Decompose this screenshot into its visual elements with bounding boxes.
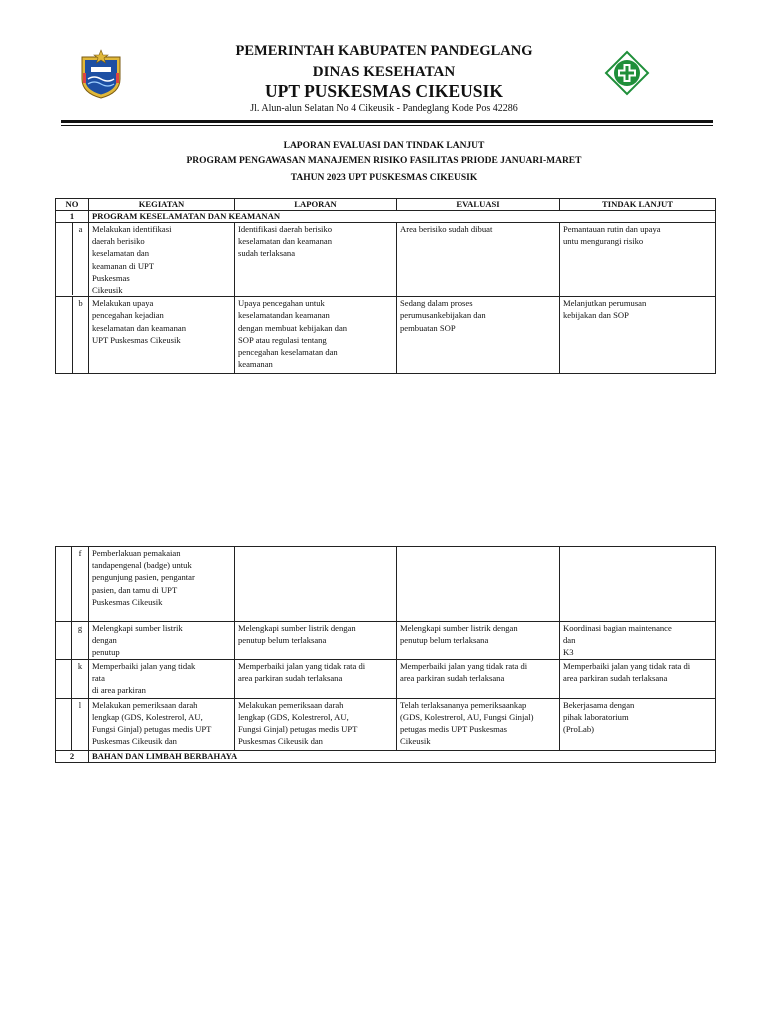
report-title: LAPORAN EVALUASI DAN TINDAK LANJUT — [283, 141, 485, 151]
kegiatan-cell-line: tandapengenal (badge) untuk — [92, 560, 192, 571]
tindak-lanjut-cell-line: Pemantauan rutin dan upaya — [563, 224, 661, 234]
laporan-cell-line: Fungsi Ginjal) petugas medis UPT — [238, 724, 358, 735]
laporan-cell-line: keselamatan dan keamanan — [238, 236, 333, 247]
kegiatan-cell-line: Melakukan identifikasi — [92, 224, 172, 234]
section-row — [56, 211, 716, 223]
evaluasi-cell — [397, 622, 560, 660]
header-address: Jl. Alun-alun Selatan No 4 Cikeusik - Pandeglang Kode Pos 42286 — [250, 103, 518, 114]
header-tindak-lanjut: TINDAK LANJUT — [560, 199, 716, 211]
header-evaluasi: EVALUASI — [397, 199, 560, 211]
kegiatan-cell-line: di area parkiran — [92, 685, 146, 696]
header-government: PEMERINTAH KABUPATEN PANDEGLANG — [235, 43, 533, 59]
evaluasi-cell-line: Area berisiko sudah dibuat — [400, 224, 493, 234]
laporan-cell-line: Identifikasi daerah berisiko — [238, 224, 333, 234]
evaluasi-cell-line: (GDS, Kolestrerol, AU, Fungsi Ginjal) — [400, 711, 534, 722]
tindak-lanjut-cell-line: area parkiran sudah terlaksana — [563, 672, 668, 683]
row-number-cell — [56, 622, 72, 660]
tindak-lanjut-cell — [560, 547, 716, 622]
row-number-cell — [56, 659, 72, 698]
header-no: NO — [56, 199, 89, 211]
row-letter: f — [72, 547, 89, 622]
row-number-cell — [56, 698, 72, 750]
evaluasi-cell — [397, 223, 560, 297]
kegiatan-cell — [89, 659, 235, 698]
kegiatan-cell-line: UPT Puskesmas Cikeusik — [92, 334, 181, 345]
laporan-cell-line: Melengkapi sumber listrik dengan — [238, 623, 356, 633]
tindak-lanjut-cell-line: (ProLab) — [563, 724, 595, 735]
laporan-cell — [235, 547, 397, 622]
kegiatan-cell-line: Pemberlakuan pemakaian — [92, 548, 181, 558]
evaluasi-cell-line: Sedang dalam proses — [400, 298, 473, 309]
table-row — [56, 622, 716, 660]
evaluasi-cell-line: Memperbaiki jalan yang tidak rata di — [400, 660, 528, 671]
tindak-lanjut-cell-line: K3 — [563, 647, 574, 658]
table-row — [56, 297, 716, 374]
laporan-cell — [235, 659, 397, 698]
kegiatan-cell — [89, 547, 235, 622]
kegiatan-cell — [89, 297, 235, 374]
section-row — [56, 750, 716, 762]
row-letter: g — [72, 622, 89, 660]
kegiatan-cell-line: pencegahan kejadian — [92, 310, 164, 321]
header-institution: UPT PUSKESMAS CIKEUSIK — [265, 81, 503, 101]
tindak-lanjut-cell — [560, 297, 716, 374]
tindak-lanjut-cell-line: Melanjutkan perumusan — [563, 298, 647, 309]
section-number: 1 — [56, 211, 89, 223]
evaluasi-cell — [397, 659, 560, 698]
header-laporan: LAPORAN — [235, 199, 397, 211]
evaluasi-cell-line: penutup belum terlaksana — [400, 635, 489, 646]
table-row — [56, 698, 716, 750]
kegiatan-cell-line: keselamatan dan — [92, 248, 150, 259]
laporan-cell-line: Melakukan pemeriksaan darah — [238, 699, 344, 710]
kegiatan-cell-line: Melakukan upaya — [92, 298, 154, 309]
row-letter: l — [72, 698, 89, 750]
header-department: DINAS KESEHATAN — [312, 64, 456, 80]
kegiatan-cell-line: pasien, dan tamu di UPT — [92, 584, 178, 595]
kegiatan-cell-line: daerah berisiko — [92, 236, 145, 247]
kegiatan-cell — [89, 223, 235, 297]
row-number-cell — [56, 297, 89, 374]
kegiatan-cell-line: penutup — [92, 647, 120, 658]
evaluasi-cell-line: pembuatan SOP — [400, 322, 456, 333]
kegiatan-cell-line: dengan — [92, 635, 117, 646]
row-number-cell — [56, 223, 89, 297]
kegiatan-cell — [89, 622, 235, 660]
laporan-cell — [235, 223, 397, 297]
laporan-cell-line: penutup belum terlaksana — [238, 635, 327, 646]
evaluasi-cell-line: Melengkapi sumber listrik dengan — [400, 623, 518, 633]
tindak-lanjut-cell — [560, 659, 716, 698]
kegiatan-cell-line: Puskesmas Cikeusik dan — [92, 736, 177, 747]
tindak-lanjut-cell — [560, 622, 716, 660]
header-divider-thick — [61, 120, 713, 123]
laporan-cell-line: lengkap (GDS, Kolestrerol, AU, — [238, 711, 349, 722]
laporan-cell-line: area parkiran sudah terlaksana — [238, 672, 343, 683]
report-year: TAHUN 2023 UPT PUSKESMAS CIKEUSIK — [290, 173, 478, 183]
section-title: PROGRAM KESELAMATAN DAN KEAMANAN — [89, 211, 716, 223]
laporan-cell-line: Memperbaiki jalan yang tidak rata di — [238, 660, 366, 671]
kegiatan-cell-line: Puskesmas Cikeusik — [92, 596, 163, 607]
report-table-upper — [55, 198, 716, 374]
laporan-cell-line: SOP atau regulasi tentang — [238, 334, 327, 345]
tindak-lanjut-cell-line: untu mengurangi risiko — [563, 236, 644, 247]
tindak-lanjut-cell-line: pihak laboratorium — [563, 711, 629, 722]
tindak-lanjut-cell-line: dan — [563, 635, 576, 646]
row-letter: k — [72, 659, 89, 698]
report-subtitle: PROGRAM PENGAWASAN MANAJEMEN RISIKO FASILITAS PRIODE JANUARI-MARET — [186, 156, 582, 166]
laporan-cell — [235, 297, 397, 374]
table-header-row — [56, 199, 716, 211]
row-letter: a — [78, 224, 83, 234]
kegiatan-cell-line: pengunjung pasien, pengantar — [92, 572, 195, 583]
kegiatan-cell-line: Melakukan pemeriksaan darah — [92, 699, 198, 710]
evaluasi-cell-line: Telah terlaksananya pemeriksaankap — [400, 699, 527, 710]
kegiatan-cell-line: Memperbaiki jalan yang tidak — [92, 660, 196, 671]
section-title: BAHAN DAN LIMBAH BERBAHAYA — [89, 750, 716, 762]
table-row — [56, 659, 716, 698]
laporan-cell-line: dengan membuat kebijakan dan — [238, 322, 348, 333]
laporan-cell-line: pencegahan keselamatan dan — [238, 347, 338, 358]
evaluasi-cell — [397, 297, 560, 374]
evaluasi-cell-line: area parkiran sudah terlaksana — [400, 672, 505, 683]
section-number: 2 — [56, 750, 89, 762]
table-row — [56, 547, 716, 622]
tindak-lanjut-cell — [560, 223, 716, 297]
evaluasi-cell-line: perumusankebijakan dan — [400, 310, 486, 321]
laporan-cell-line: Puskesmas Cikeusik dan — [238, 736, 323, 747]
kegiatan-cell-line: Puskesmas — [92, 272, 130, 283]
kegiatan-cell-line: Fungsi Ginjal) petugas medis UPT — [92, 724, 212, 735]
tindak-lanjut-cell — [560, 698, 716, 750]
laporan-cell-line: keselamatandan keamanan — [238, 310, 330, 321]
tindak-lanjut-cell-line: Bekerjasama dengan — [563, 699, 635, 710]
row-letter: b — [78, 298, 83, 309]
tindak-lanjut-cell-line: Koordinasi bagian maintenance — [563, 623, 672, 633]
laporan-cell-line: sudah terlaksana — [238, 248, 296, 259]
kegiatan-cell-line: Cikeusik — [92, 285, 123, 296]
row-number-cell — [56, 547, 72, 622]
kegiatan-cell-line: lengkap (GDS, Kolestrerol, AU, — [92, 711, 203, 722]
kegiatan-cell-line: Melengkapi sumber listrik — [92, 623, 183, 633]
header-divider-thin — [61, 125, 713, 126]
evaluasi-cell-line: Cikeusik — [400, 736, 431, 747]
evaluasi-cell — [397, 547, 560, 622]
kegiatan-cell-line: keselamatan dan keamanan — [92, 322, 187, 333]
laporan-cell-line: Upaya pencegahan untuk — [238, 298, 325, 309]
evaluasi-cell-line: petugas medis UPT Puskesmas — [400, 724, 508, 735]
header-kegiatan: KEGIATAN — [89, 199, 235, 211]
report-table-lower — [55, 546, 716, 763]
table-row — [56, 223, 716, 297]
evaluasi-cell — [397, 698, 560, 750]
laporan-cell-line: keamanan — [238, 359, 273, 370]
tindak-lanjut-cell-line: Memperbaiki jalan yang tidak rata di — [563, 660, 691, 671]
tindak-lanjut-cell-line: kebijakan dan SOP — [563, 310, 629, 321]
kegiatan-cell-line: keamanan di UPT — [92, 260, 155, 271]
kegiatan-cell — [89, 698, 235, 750]
laporan-cell — [235, 698, 397, 750]
kegiatan-cell-line: rata — [92, 672, 105, 683]
laporan-cell — [235, 622, 397, 660]
